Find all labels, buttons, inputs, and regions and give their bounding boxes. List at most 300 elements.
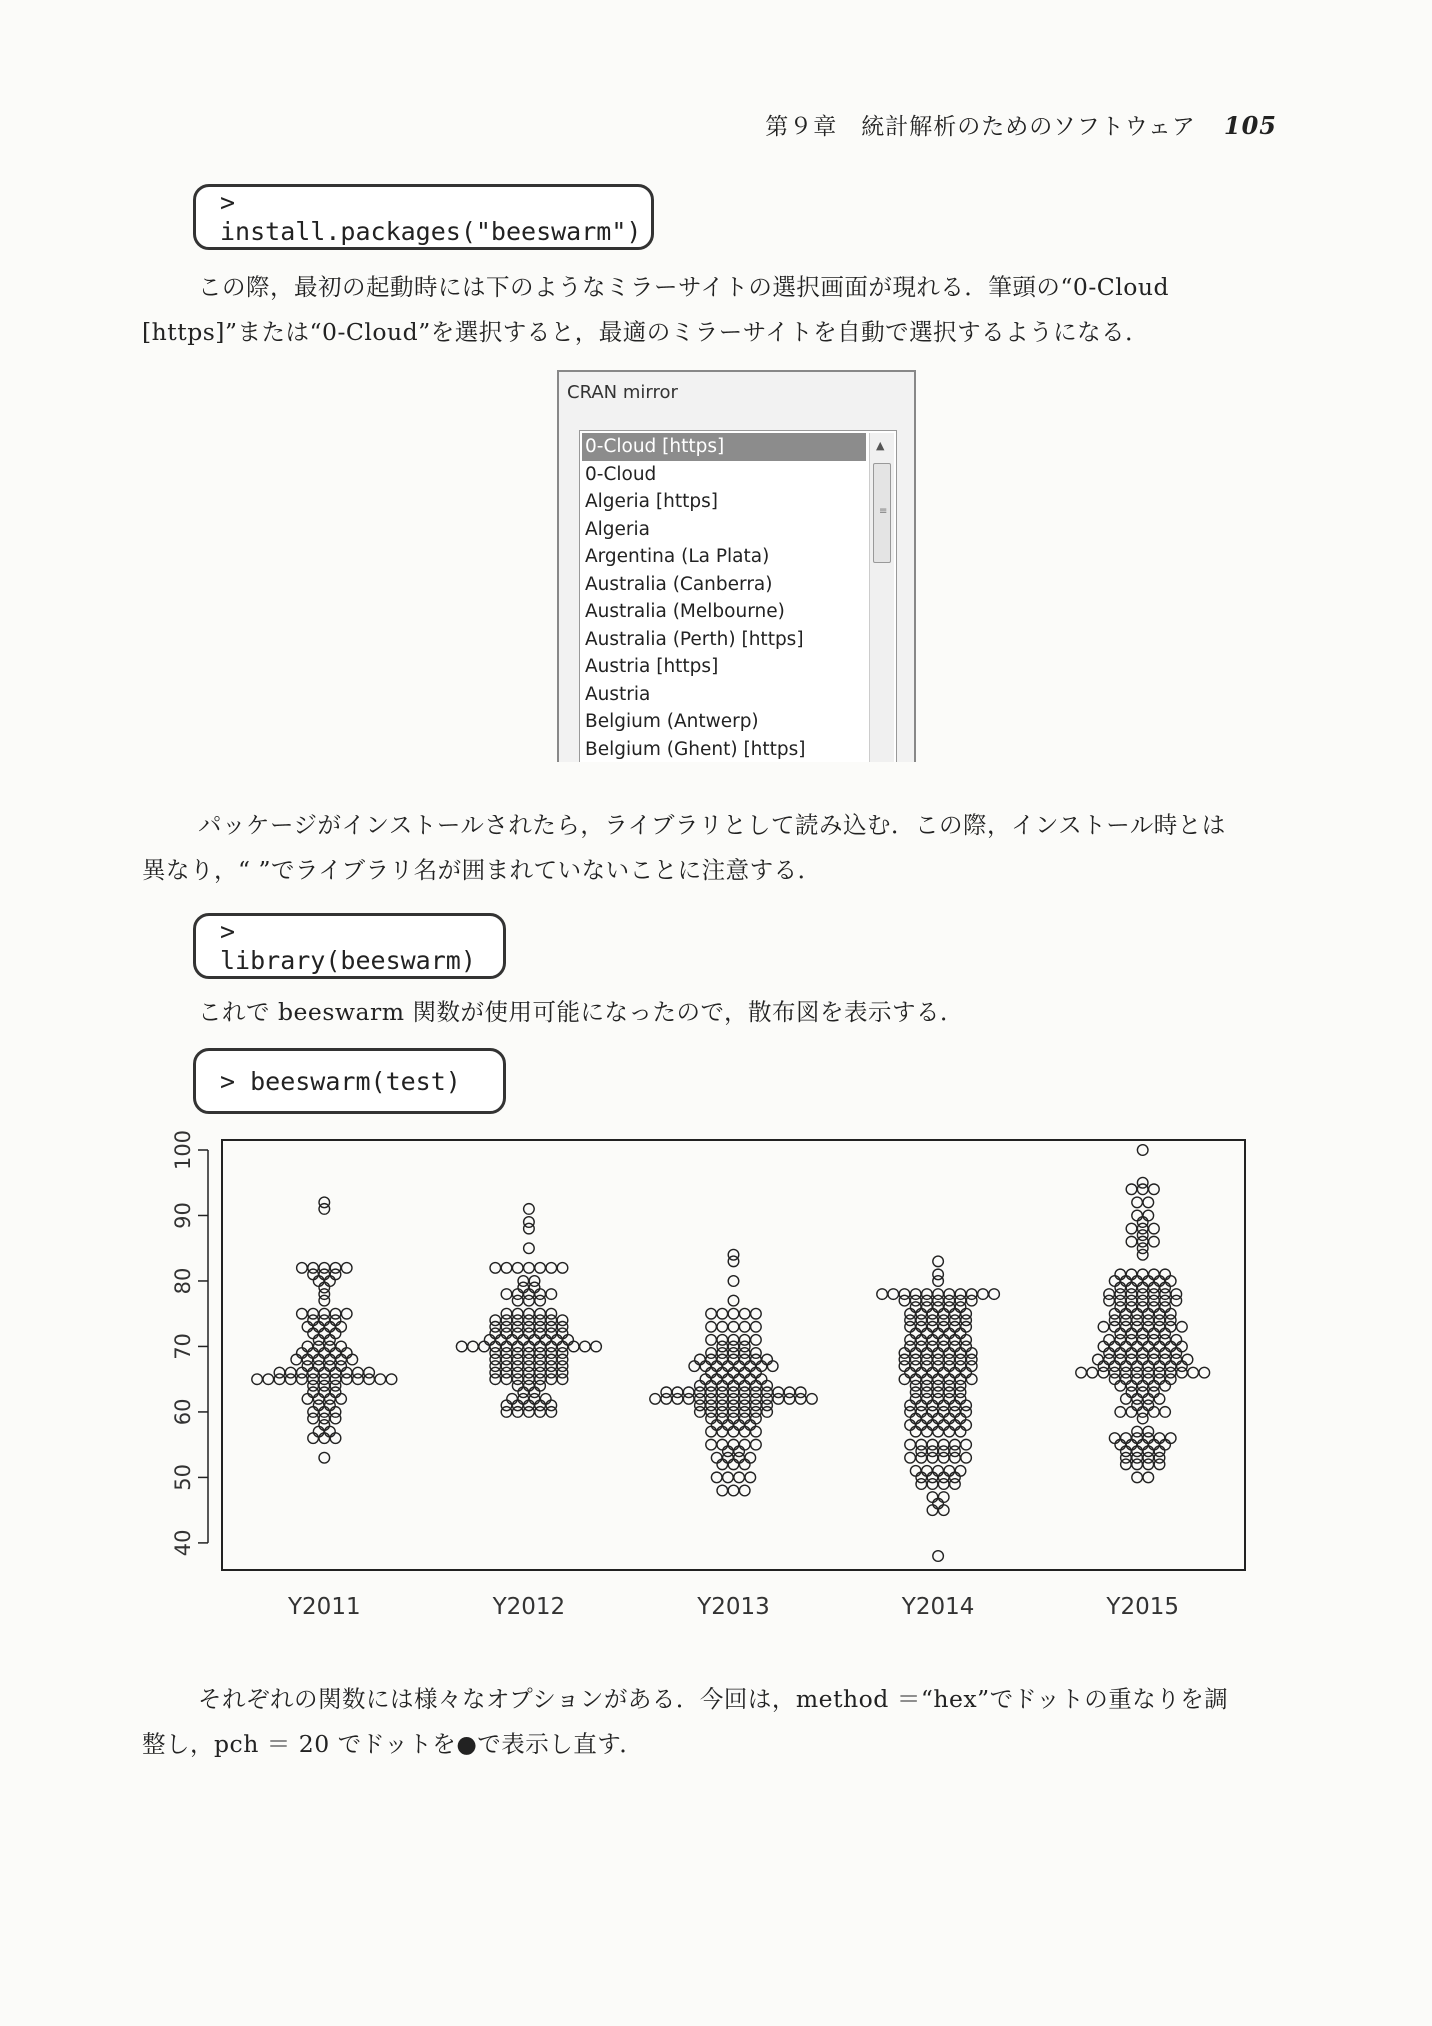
data-point <box>529 1335 540 1346</box>
data-point <box>745 1472 756 1483</box>
data-point <box>1143 1472 1154 1483</box>
data-point <box>1149 1407 1160 1418</box>
code-library <box>193 913 506 979</box>
data-point <box>762 1354 773 1365</box>
data-point <box>950 1439 961 1450</box>
data-point <box>1137 1177 1148 1188</box>
data-point <box>910 1413 921 1424</box>
x-tick-label: Y2015 <box>1106 1594 1179 1620</box>
data-point <box>456 1341 467 1352</box>
data-point <box>308 1367 319 1378</box>
data-point <box>734 1472 745 1483</box>
data-point <box>274 1367 285 1378</box>
data-point <box>933 1413 944 1424</box>
data-point <box>313 1426 324 1437</box>
data-point <box>1109 1341 1120 1352</box>
data-point <box>557 1263 568 1274</box>
data-point <box>1104 1348 1115 1359</box>
data-point <box>490 1341 501 1352</box>
data-point <box>518 1276 529 1287</box>
code-beeswarm-text: > beeswarm(test) <box>220 1066 461 1096</box>
data-point <box>734 1446 745 1457</box>
data-point <box>706 1426 717 1437</box>
data-point <box>1126 1439 1137 1450</box>
data-point <box>950 1308 961 1319</box>
data-point <box>739 1308 750 1319</box>
data-point <box>751 1439 762 1450</box>
data-point <box>501 1289 512 1300</box>
data-point <box>672 1387 683 1398</box>
data-point <box>695 1354 706 1365</box>
data-point <box>933 1498 944 1509</box>
paragraph-beeswarm-intro <box>170 990 1300 1035</box>
data-point <box>1137 1439 1148 1450</box>
data-point <box>297 1263 308 1274</box>
data-point <box>1143 1308 1154 1319</box>
data-point <box>938 1308 949 1319</box>
data-point <box>341 1348 352 1359</box>
data-point <box>905 1420 916 1431</box>
data-point <box>1093 1354 1104 1365</box>
data-point <box>955 1328 966 1339</box>
data-point <box>319 1452 330 1463</box>
data-point <box>364 1367 375 1378</box>
data-point <box>961 1439 972 1450</box>
data-point <box>739 1485 750 1496</box>
data-point <box>734 1374 745 1385</box>
data-point <box>739 1380 750 1391</box>
data-point <box>1115 1380 1126 1391</box>
x-tick-label: Y2012 <box>492 1594 566 1620</box>
data-point <box>336 1341 347 1352</box>
data-point <box>717 1322 728 1333</box>
data-point <box>1121 1341 1132 1352</box>
data-point <box>723 1420 734 1431</box>
data-point <box>1149 1439 1160 1450</box>
data-point <box>1165 1361 1176 1372</box>
data-point <box>1121 1394 1132 1405</box>
paragraph-line: この際，最初の起動時には下のようなミラーサイトの選択画面が現れる．筆頭の“0-Cloud <box>198 273 1170 301</box>
data-point <box>546 1341 557 1352</box>
data-point <box>899 1374 910 1385</box>
data-point <box>1199 1367 1210 1378</box>
paragraph-options <box>142 1677 1300 1767</box>
data-point <box>535 1341 546 1352</box>
mirror-option[interactable]: Austria <box>585 683 651 705</box>
data-point <box>330 1348 341 1359</box>
data-point <box>501 1263 512 1274</box>
data-point <box>1121 1433 1132 1444</box>
mirror-option[interactable]: 0-Cloud [https] <box>582 433 866 461</box>
data-point <box>524 1341 535 1352</box>
data-point <box>739 1367 750 1378</box>
data-point <box>1188 1367 1199 1378</box>
data-point <box>375 1374 386 1385</box>
data-point <box>1165 1308 1176 1319</box>
paragraph-line: それぞれの関数には様々なオプションがある．今回は，method ＝“hex”でドットの重なりを調 <box>198 1685 1229 1713</box>
data-point <box>933 1551 944 1562</box>
data-point <box>711 1472 722 1483</box>
data-point <box>297 1308 308 1319</box>
data-point <box>950 1420 961 1431</box>
data-point <box>341 1367 352 1378</box>
data-point <box>938 1420 949 1431</box>
data-point <box>944 1413 955 1424</box>
data-point <box>313 1276 324 1287</box>
data-point <box>1154 1276 1165 1287</box>
data-point <box>308 1263 319 1274</box>
data-point <box>728 1322 739 1333</box>
data-point <box>1115 1407 1126 1418</box>
mirror-option[interactable]: Belgium (Antwerp) <box>585 711 759 732</box>
data-point <box>916 1400 927 1411</box>
data-point <box>1165 1433 1176 1444</box>
data-point <box>524 1289 535 1300</box>
data-point <box>745 1420 756 1431</box>
data-point <box>1177 1322 1188 1333</box>
data-point <box>496 1335 507 1346</box>
data-point <box>916 1308 927 1319</box>
cran-mirror-listbox[interactable] <box>579 430 897 762</box>
data-point <box>557 1315 568 1326</box>
data-point <box>961 1452 972 1463</box>
data-point <box>950 1400 961 1411</box>
data-point <box>319 1263 330 1274</box>
data-point <box>1126 1328 1137 1339</box>
data-point <box>717 1485 728 1496</box>
data-point <box>1104 1289 1115 1300</box>
data-point <box>479 1341 490 1352</box>
data-point <box>739 1322 750 1333</box>
data-point <box>1182 1354 1193 1365</box>
data-point <box>1137 1217 1148 1228</box>
data-point <box>524 1217 535 1228</box>
data-point <box>1149 1380 1160 1391</box>
data-point <box>1132 1426 1143 1437</box>
data-point <box>1154 1308 1165 1319</box>
data-point <box>706 1380 717 1391</box>
page-header <box>0 108 1277 141</box>
data-point <box>336 1394 347 1405</box>
data-point <box>711 1361 722 1372</box>
mirror-option[interactable]: 0-Cloud <box>585 463 657 485</box>
data-point <box>1126 1380 1137 1391</box>
data-point <box>933 1374 944 1385</box>
data-point <box>905 1400 916 1411</box>
data-point <box>784 1387 795 1398</box>
data-point <box>877 1289 888 1300</box>
data-point <box>535 1308 546 1319</box>
data-point <box>706 1308 717 1319</box>
data-point <box>1160 1269 1171 1280</box>
cran-mirror-dialog <box>557 370 916 762</box>
data-point <box>961 1400 972 1411</box>
data-point <box>490 1263 501 1274</box>
data-point <box>989 1289 1000 1300</box>
data-point <box>728 1459 739 1470</box>
data-point <box>927 1367 938 1378</box>
data-point <box>745 1361 756 1372</box>
data-point <box>313 1322 324 1333</box>
data-point <box>933 1466 944 1477</box>
data-point <box>1143 1210 1154 1221</box>
paragraph-line: 整し，pch ＝ 20 でドットを●で表示し直す． <box>142 1730 644 1758</box>
data-point <box>938 1472 949 1483</box>
y-tick-label: 90 <box>171 1202 195 1229</box>
data-point <box>734 1420 745 1431</box>
data-point <box>922 1426 933 1437</box>
data-point <box>706 1367 717 1378</box>
x-tick-label: Y2011 <box>288 1594 361 1620</box>
mirror-option[interactable]: Australia (Melbourne) <box>585 601 785 622</box>
data-point <box>308 1328 319 1339</box>
data-point <box>933 1348 944 1359</box>
data-point <box>739 1439 750 1450</box>
data-point <box>1109 1308 1120 1319</box>
data-point <box>717 1439 728 1450</box>
listbox-scrollbar[interactable] <box>869 433 894 762</box>
data-point <box>1137 1328 1148 1339</box>
data-point <box>512 1308 523 1319</box>
paragraph-line: [https]”または“0-Cloud”を選択すると，最適のミラーサイトを自動で選択するようになる． <box>142 318 1150 346</box>
data-point <box>325 1322 336 1333</box>
data-point <box>325 1276 336 1287</box>
data-point <box>546 1289 557 1300</box>
mirror-option[interactable]: Argentina (La Plata) <box>585 546 770 567</box>
data-point <box>961 1367 972 1378</box>
data-point <box>540 1335 551 1346</box>
data-point <box>1132 1472 1143 1483</box>
data-point <box>501 1308 512 1319</box>
data-point <box>950 1335 961 1346</box>
data-point <box>1109 1276 1120 1287</box>
data-point <box>905 1308 916 1319</box>
data-point <box>1154 1394 1165 1405</box>
data-point <box>910 1374 921 1385</box>
data-point <box>927 1472 938 1483</box>
data-point <box>325 1335 336 1346</box>
data-point <box>563 1335 574 1346</box>
data-point <box>950 1367 961 1378</box>
data-point <box>535 1289 546 1300</box>
data-point <box>795 1387 806 1398</box>
data-point <box>302 1354 313 1365</box>
data-point <box>927 1420 938 1431</box>
mirror-option[interactable]: Australia (Perth) [https] <box>585 628 804 650</box>
data-point <box>1149 1328 1160 1339</box>
data-point <box>1098 1361 1109 1372</box>
data-point <box>1137 1407 1148 1418</box>
data-point <box>927 1308 938 1319</box>
data-point <box>700 1374 711 1385</box>
data-point <box>1171 1348 1182 1359</box>
grip-icon: ≡ <box>879 506 888 517</box>
data-point <box>524 1263 535 1274</box>
data-point <box>319 1367 330 1378</box>
cran-mirror-list <box>582 433 866 762</box>
data-point <box>302 1394 313 1405</box>
data-point <box>728 1249 739 1260</box>
data-point <box>916 1335 927 1346</box>
data-point <box>552 1335 563 1346</box>
data-point <box>916 1367 927 1378</box>
data-point <box>535 1400 546 1411</box>
data-point <box>1121 1361 1132 1372</box>
data-point <box>1149 1184 1160 1195</box>
data-point <box>1143 1426 1154 1437</box>
code-install-packages <box>193 184 654 250</box>
data-point <box>1109 1433 1120 1444</box>
data-point <box>1143 1341 1154 1352</box>
data-point <box>938 1400 949 1411</box>
data-point <box>706 1335 717 1346</box>
data-point <box>319 1308 330 1319</box>
mirror-option[interactable]: Belgium (Ghent) [https] <box>585 738 806 760</box>
data-point <box>961 1420 972 1431</box>
data-point <box>1177 1341 1188 1352</box>
data-point <box>734 1361 745 1372</box>
data-point <box>933 1256 944 1267</box>
data-point <box>910 1289 921 1300</box>
data-point <box>1154 1361 1165 1372</box>
mirror-option[interactable]: Algeria [https] <box>585 491 718 512</box>
data-point <box>927 1505 938 1516</box>
code-beeswarm <box>193 1048 506 1114</box>
data-point <box>319 1282 330 1293</box>
data-point <box>905 1452 916 1463</box>
data-point <box>1143 1394 1154 1405</box>
data-point <box>728 1426 739 1437</box>
data-point <box>507 1394 518 1405</box>
data-point <box>1115 1328 1126 1339</box>
data-point <box>313 1394 324 1405</box>
data-point <box>1160 1282 1171 1293</box>
data-point <box>1115 1348 1126 1359</box>
data-point <box>1132 1308 1143 1319</box>
data-point <box>524 1243 535 1254</box>
data-point <box>1098 1341 1109 1352</box>
x-tick-label: Y2014 <box>901 1594 975 1620</box>
data-point <box>728 1439 739 1450</box>
data-point <box>933 1289 944 1300</box>
data-point <box>484 1335 495 1346</box>
y-tick-label: 80 <box>171 1267 195 1295</box>
data-point <box>313 1354 324 1365</box>
data-point <box>922 1348 933 1359</box>
data-point <box>291 1354 302 1365</box>
data-point <box>728 1295 739 1306</box>
data-point <box>711 1374 722 1385</box>
data-point <box>330 1328 341 1339</box>
data-point <box>1137 1282 1148 1293</box>
data-point <box>916 1439 927 1450</box>
data-point <box>568 1341 579 1352</box>
paragraph-mirror-intro <box>142 265 1300 355</box>
data-point <box>1076 1367 1087 1378</box>
data-point <box>899 1348 910 1359</box>
y-tick-label: 100 <box>171 1130 195 1171</box>
code-install-text: > install.packages("beeswarm") <box>220 188 642 246</box>
data-point <box>507 1335 518 1346</box>
data-point <box>518 1335 529 1346</box>
mirror-option[interactable]: Austria [https] <box>585 656 719 677</box>
data-point <box>1149 1269 1160 1280</box>
data-point <box>308 1407 319 1418</box>
data-point <box>905 1367 916 1378</box>
data-point <box>1137 1145 1148 1156</box>
data-point <box>807 1394 818 1405</box>
code-library-text: > library(beeswarm) <box>220 917 476 975</box>
data-point <box>580 1341 591 1352</box>
data-point <box>739 1426 750 1437</box>
data-point <box>1137 1380 1148 1391</box>
data-point <box>1149 1236 1160 1247</box>
data-point <box>961 1335 972 1346</box>
data-point <box>1137 1348 1148 1359</box>
data-point <box>308 1433 319 1444</box>
data-point <box>524 1400 535 1411</box>
data-point <box>302 1322 313 1333</box>
paragraph-line: 異なり，“ ”でライブラリ名が囲まれていないことに注意する． <box>142 856 822 884</box>
data-point <box>938 1367 949 1378</box>
beeswarm-chart <box>150 1130 1260 1630</box>
data-point <box>950 1472 961 1483</box>
data-point <box>751 1380 762 1391</box>
data-point <box>773 1387 784 1398</box>
data-point <box>263 1374 274 1385</box>
data-point <box>540 1394 551 1405</box>
data-point <box>1121 1308 1132 1319</box>
mirror-option[interactable]: Algeria <box>585 518 651 540</box>
data-point <box>285 1367 296 1378</box>
data-point <box>330 1433 341 1444</box>
data-point <box>297 1367 308 1378</box>
data-point <box>529 1387 540 1398</box>
data-point <box>711 1452 722 1463</box>
data-point <box>1160 1348 1171 1359</box>
data-point <box>728 1485 739 1496</box>
data-point <box>717 1335 728 1346</box>
data-point <box>1177 1361 1188 1372</box>
data-point <box>1143 1197 1154 1208</box>
data-point <box>944 1374 955 1385</box>
data-point <box>1109 1361 1120 1372</box>
data-point <box>717 1380 728 1391</box>
data-point <box>1171 1335 1182 1346</box>
scrollbar-thumb[interactable] <box>873 463 891 563</box>
data-point <box>955 1413 966 1424</box>
data-point <box>1132 1394 1143 1405</box>
data-point <box>353 1367 364 1378</box>
data-point <box>922 1466 933 1477</box>
paragraph-line: これで beeswarm 関数が使用可能になったので，散布図を表示する． <box>198 998 965 1026</box>
scroll-up-arrow-icon[interactable]: ▲ <box>876 439 885 452</box>
data-point <box>910 1466 921 1477</box>
data-point <box>756 1361 767 1372</box>
chapter-title: 第９章 統計解析のためのソフトウェア <box>765 114 1196 140</box>
data-point <box>910 1426 921 1437</box>
mirror-option[interactable]: Australia (Canberra) <box>585 573 773 595</box>
data-point <box>922 1289 933 1300</box>
data-point <box>944 1328 955 1339</box>
data-point <box>512 1400 523 1411</box>
data-point <box>524 1204 535 1215</box>
data-point <box>756 1374 767 1385</box>
data-point <box>341 1263 352 1274</box>
data-point <box>728 1276 739 1287</box>
y-tick-label: 40 <box>171 1529 195 1557</box>
data-point <box>910 1348 921 1359</box>
